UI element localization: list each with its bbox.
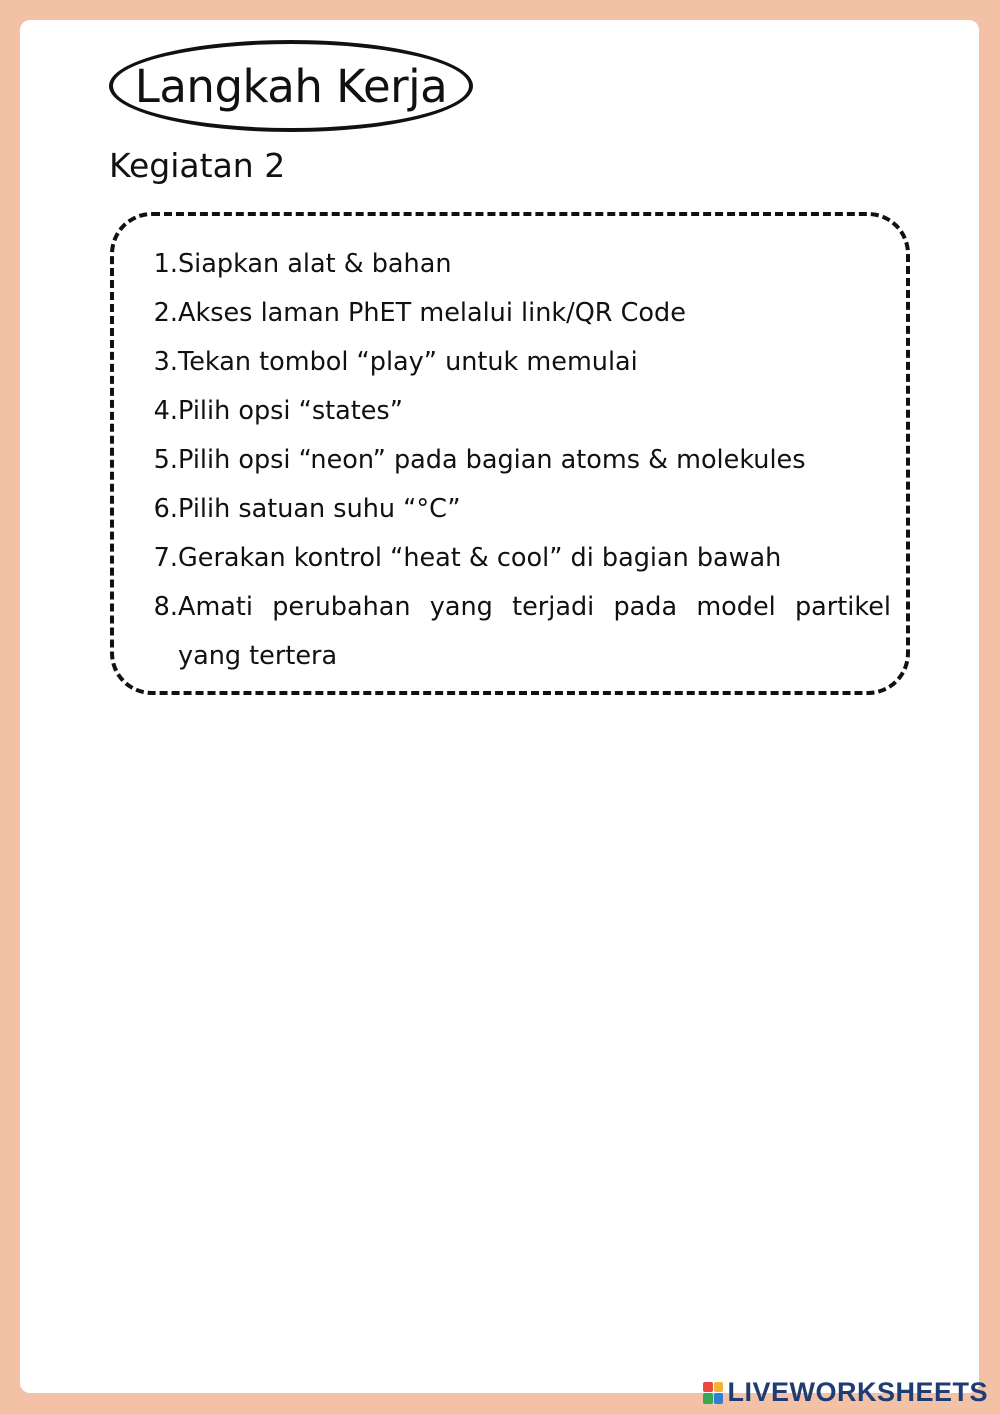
step-text: Tekan tombol “play” untuk memulai — [178, 347, 638, 377]
step-number: 8. — [153, 592, 178, 622]
steps-list — [138, 240, 891, 681]
page-title: Langkah Kerja — [109, 40, 473, 132]
list-item — [138, 436, 891, 485]
brand-label: LIVEWORKSHEETS — [727, 1377, 988, 1407]
step-text: Amati perubahan yang terjadi pada model partikel yang tertera — [178, 592, 891, 671]
step-number: 4. — [153, 396, 178, 426]
list-item — [138, 240, 891, 289]
step-text: Gerakan kontrol “heat & cool” di bagian bawah — [178, 543, 782, 573]
step-text: Pilih satuan suhu “°C” — [178, 494, 461, 524]
list-item — [138, 289, 891, 338]
step-text: Akses laman PhET melalui link/QR Code — [178, 298, 686, 328]
list-item — [138, 338, 891, 387]
liveworksheets-logo-icon — [703, 1382, 723, 1404]
step-text: Pilih opsi “states” — [178, 396, 403, 426]
step-number: 6. — [153, 494, 178, 524]
list-item — [138, 534, 891, 583]
list-item — [138, 485, 891, 534]
step-number: 3. — [153, 347, 178, 377]
step-number: 1. — [153, 249, 178, 279]
step-number: 5. — [153, 445, 178, 475]
list-item — [138, 583, 891, 681]
list-item — [138, 387, 891, 436]
step-number: 2. — [153, 298, 178, 328]
step-text: Siapkan alat & bahan — [178, 249, 452, 279]
step-text: Pilih opsi “neon” pada bagian atoms & molekules — [178, 445, 806, 475]
activity-subtitle: Kegiatan 2 — [109, 146, 286, 185]
step-number: 7. — [153, 543, 178, 573]
liveworksheets-brand[interactable] — [703, 1377, 988, 1408]
